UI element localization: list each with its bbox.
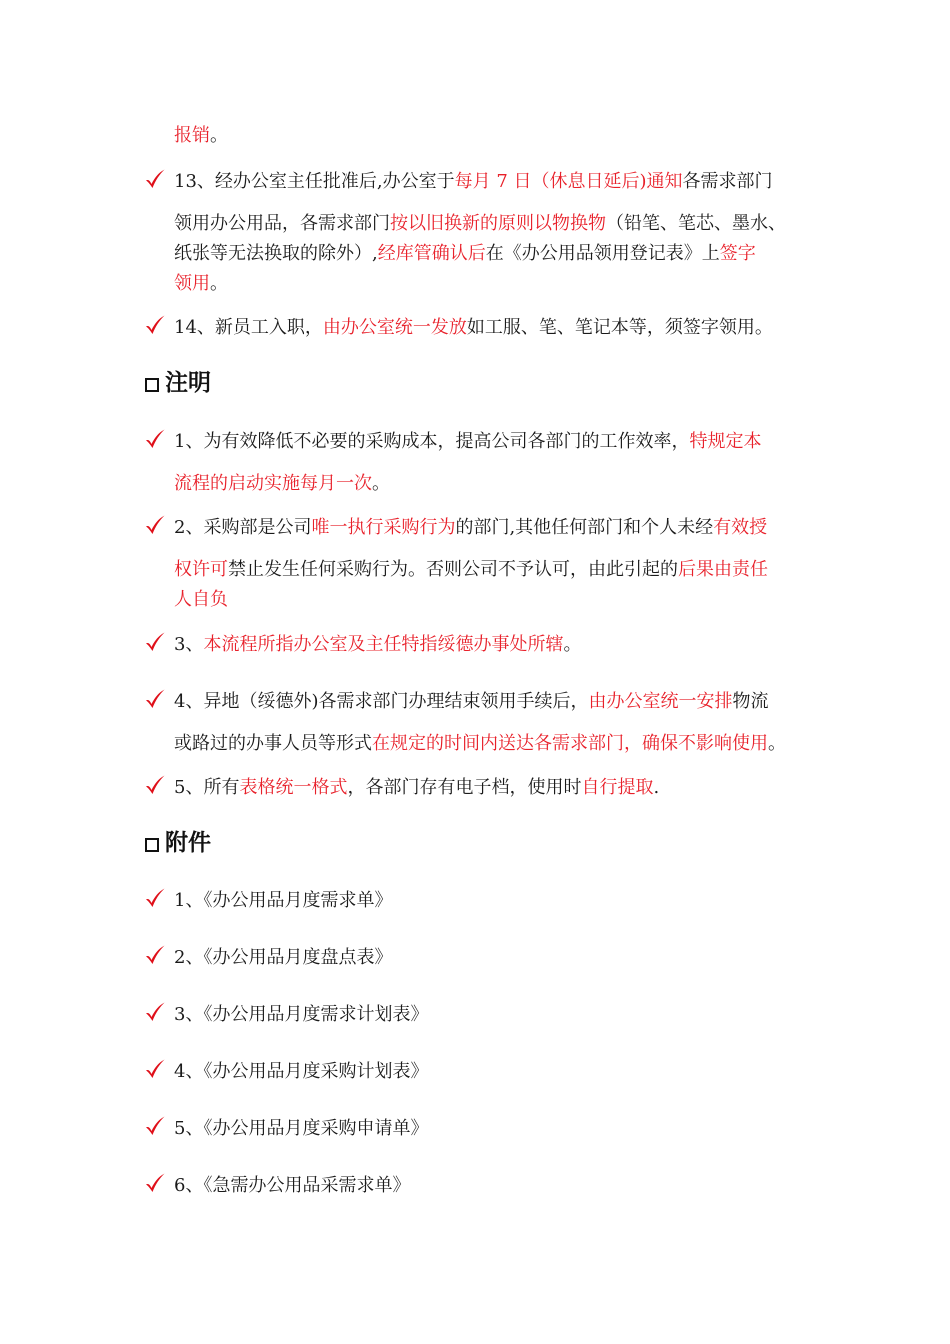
note2-line2: 权许可禁止发生任何采购行为。否则公司不予认可，由此引起的后果由责任: [174, 559, 768, 580]
note2-line3: 人自负: [174, 589, 228, 610]
checkmark-icon: [144, 428, 166, 450]
checkmark-icon: [144, 1001, 166, 1023]
checkmark-icon: [144, 774, 166, 796]
checkbox-square-icon: [145, 378, 159, 392]
checkmark-icon: [144, 168, 166, 190]
note1-line2: 流程的启动实施每月一次。: [174, 473, 390, 494]
attachment-item: 2、《办公用品月度盘点表》: [174, 947, 393, 968]
item13-line1: 13、经办公室主任批准后,办公室于每月 7 日（休息日延后)通知各需求部门: [174, 171, 773, 192]
attachment-item: 4、《办公用品月度采购计划表》: [174, 1061, 429, 1082]
note1-line1: 1、为有效降低不必要的采购成本，提高公司各部门的工作效率，特规定本: [174, 431, 762, 452]
item13-line4: 领用。: [174, 273, 228, 294]
note4-line1: 4、异地（绥德外)各需求部门办理结束领用手续后，由办公室统一安排物流: [174, 691, 769, 712]
checkmark-icon: [144, 887, 166, 909]
attachment-item: 1、《办公用品月度需求单》: [174, 890, 393, 911]
note4-line2: 或路过的办事人员等形式在规定的时间内送达各需求部门，确保不影响使用。: [174, 733, 786, 754]
note5-line: 5、所有表格统一格式，各部门存有电子档，使用时自行提取.: [174, 777, 660, 798]
item13-line3: 纸张等无法换取的除外）,经库管确认后在《办公用品领用登记表》上签字: [174, 243, 756, 264]
item13-line2: 领用办公用品，各需求部门按以旧换新的原则以物换物（铅笔、笔芯、墨水、: [174, 213, 786, 234]
attachment-item: 5、《办公用品月度采购申请单》: [174, 1118, 429, 1139]
attachment-item: 6、《急需办公用品采需求单》: [174, 1175, 411, 1196]
checkmark-icon: [144, 314, 166, 336]
checkmark-icon: [144, 688, 166, 710]
checkmark-icon: [144, 944, 166, 966]
checkmark-icon: [144, 1172, 166, 1194]
checkmark-icon: [144, 1115, 166, 1137]
checkmark-icon: [144, 631, 166, 653]
note2-line1: 2、采购部是公司唯一执行采购行为的部门,其他任何部门和个人未经有效授: [174, 517, 768, 538]
attachment-item: 3、《办公用品月度需求计划表》: [174, 1004, 429, 1025]
checkmark-icon: [144, 1058, 166, 1080]
note3-line: 3、本流程所指办公室及主任特指绥德办事处所辖。: [174, 634, 582, 655]
checkbox-square-icon: [145, 838, 159, 852]
attachments-section-title: 附件: [145, 828, 211, 858]
item12-tail: 报销。: [174, 125, 228, 146]
checkmark-icon: [144, 514, 166, 536]
item14-line: 14、新员工入职，由办公室统一发放如工服、笔、笔记本等，须签字领用。: [174, 317, 773, 338]
notes-section-title: 注明: [145, 368, 211, 398]
